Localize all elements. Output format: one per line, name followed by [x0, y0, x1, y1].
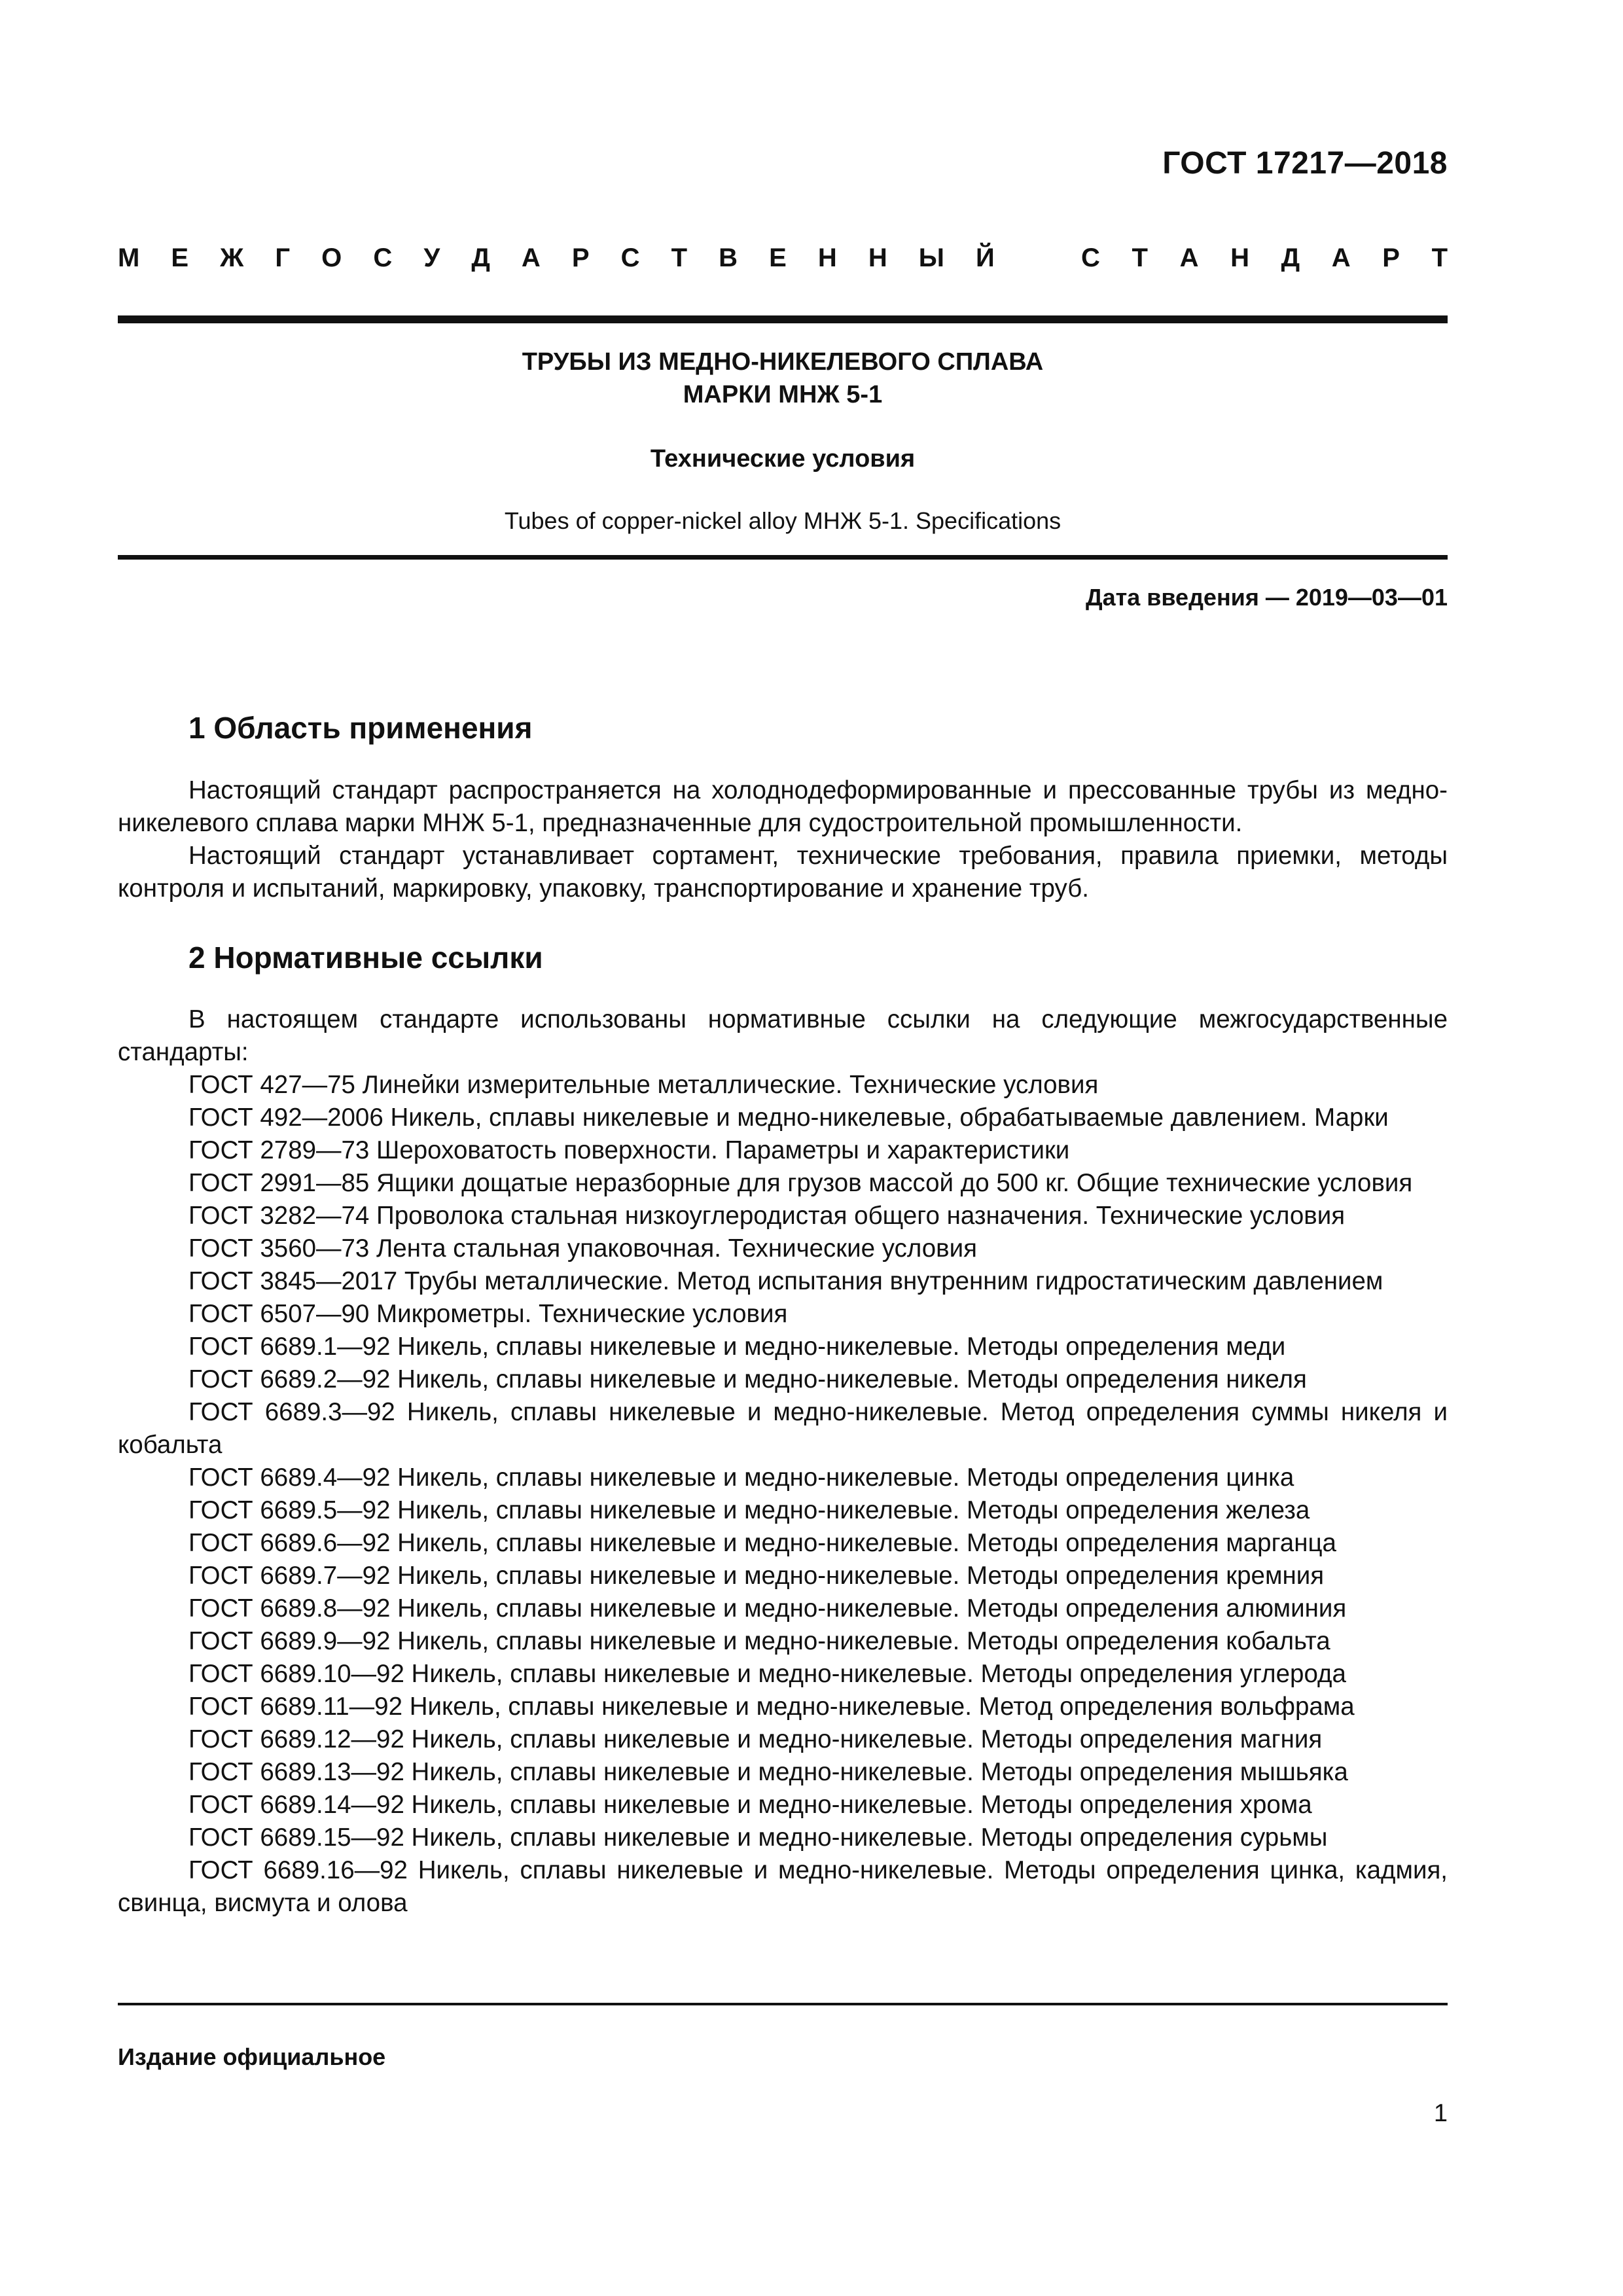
- banner-letter: Т: [671, 243, 688, 272]
- section-2-heading: 2 Нормативные ссылки: [188, 941, 543, 975]
- banner-letter: Й: [976, 243, 995, 272]
- banner-letter: У: [423, 243, 440, 272]
- reference-item: ГОСТ 6689.11—92 Никель, сплавы никелевые и медно-никелевые. Метод определения вольфрама: [188, 1693, 1355, 1721]
- section-1-heading: 1 Область применения: [188, 711, 533, 745]
- reference-item: ГОСТ 492—2006 Никель, сплавы никелевые и медно-никелевые, обрабатываемые давлением. Марки: [188, 1103, 1389, 1132]
- reference-item: ГОСТ 6689.9—92 Никель, сплавы никелевые и медно-никелевые. Методы определения кобальта: [188, 1627, 1330, 1655]
- reference-item: ГОСТ 427—75 Линейки измерительные металлические. Технические условия: [188, 1071, 1099, 1099]
- reference-item: ГОСТ 2991—85 Ящики дощатые неразборные для грузов массой до 500 кг. Общие технические условия: [188, 1169, 1413, 1197]
- reference-item: ГОСТ 6507—90 Микрометры. Технические условия: [188, 1300, 788, 1328]
- banner-letter: Г: [275, 243, 291, 272]
- reference-item: ГОСТ 6689.3—92 Никель, сплавы никелевые и медно-никелевые. Метод определения суммы никеля и кобальта: [118, 1398, 1448, 1459]
- banner-letter: Д: [1281, 243, 1300, 272]
- banner-letter: Н: [1230, 243, 1249, 272]
- reference-item: ГОСТ 3282—74 Проволока стальная низкоуглеродистая общего назначения. Технические условия: [188, 1202, 1346, 1230]
- paragraph: Настоящий стандарт распространяется на холоднодеформированные и прессованные трубы из медно-никелевого сплава марки МНЖ 5-1, предназначенные для судостроительной промышленности.: [118, 776, 1448, 837]
- interstate-word: [118, 243, 995, 273]
- banner-letter: А: [521, 243, 541, 272]
- reference-item: ГОСТ 6689.8—92 Никель, сплавы никелевые и медно-никелевые. Методы определения алюминия: [188, 1594, 1347, 1623]
- title-line: ТРУБЫ ИЗ МЕДНО-НИКЕЛЕВОГО СПЛАВА: [522, 348, 1044, 376]
- introduction-date: Дата введения — 2019—03—01: [1085, 584, 1448, 611]
- banner-letter: Р: [571, 243, 590, 272]
- reference-item: ГОСТ 3560—73 Лента стальная упаковочная. Технические условия: [188, 1234, 977, 1263]
- reference-item: ГОСТ 6689.4—92 Никель, сплавы никелевые и медно-никелевые. Методы определения цинка: [188, 1463, 1294, 1492]
- document-subtitle: Технические условия: [650, 445, 916, 473]
- banner-letter: Р: [1382, 243, 1400, 272]
- document-title: [118, 346, 1448, 411]
- header-rule: [118, 315, 1448, 323]
- section-1-body: [118, 774, 1448, 905]
- reference-item: ГОСТ 6689.15—92 Никель, сплавы никелевые и медно-никелевые. Методы определения сурьмы: [188, 1823, 1328, 1852]
- banner-letter: Т: [1132, 243, 1148, 272]
- page-number: 1: [1433, 2100, 1448, 2127]
- banner-letter: М: [118, 243, 140, 272]
- paragraph: В настоящем стандарте использованы нормативные ссылки на следующие межгосударственные стандарты:: [118, 1005, 1448, 1066]
- banner-letter: В: [719, 243, 738, 272]
- title-rule: [118, 555, 1448, 560]
- reference-item: ГОСТ 6689.12—92 Никель, сплавы никелевые и медно-никелевые. Методы определения магния: [188, 1725, 1323, 1753]
- banner-letter: С: [373, 243, 393, 272]
- banner-letter: Ж: [220, 243, 244, 272]
- english-title: Tubes of copper-nickel alloy МНЖ 5-1. Specifications: [504, 507, 1061, 534]
- standard-number: ГОСТ 17217—2018: [1162, 146, 1448, 181]
- banner-letter: Е: [171, 243, 189, 272]
- reference-item: ГОСТ 3845—2017 Трубы металлические. Метод испытания внутренним гидростатическим давлением: [188, 1267, 1383, 1295]
- reference-item: ГОСТ 6689.10—92 Никель, сплавы никелевые и медно-никелевые. Методы определения углерода: [188, 1660, 1346, 1688]
- reference-item: ГОСТ 6689.7—92 Никель, сплавы никелевые и медно-никелевые. Методы определения кремния: [188, 1562, 1325, 1590]
- reference-item: ГОСТ 6689.13—92 Никель, сплавы никелевые и медно-никелевые. Методы определения мышьяка: [188, 1758, 1348, 1786]
- banner-letter: А: [1331, 243, 1351, 272]
- reference-item: ГОСТ 6689.5—92 Никель, сплавы никелевые и медно-никелевые. Методы определения железа: [188, 1496, 1310, 1524]
- banner-letter: Н: [868, 243, 887, 272]
- reference-item: ГОСТ 6689.14—92 Никель, сплавы никелевые и медно-никелевые. Методы определения хрома: [188, 1791, 1312, 1819]
- banner-letter: Н: [817, 243, 837, 272]
- reference-item: ГОСТ 2789—73 Шероховатость поверхности. Параметры и характеристики: [188, 1136, 1070, 1164]
- edition-note: Издание официальное: [118, 2043, 386, 2070]
- banner-letter: С: [620, 243, 640, 272]
- footer-rule: [118, 2003, 1448, 2005]
- paragraph: Настоящий стандарт устанавливает сортамент, технические требования, правила приемки, методы контроля и испытаний, маркировку, упаковку, транспортирование и хранение труб.: [118, 842, 1448, 903]
- banner-letter: Д: [471, 243, 490, 272]
- reference-item: ГОСТ 6689.1—92 Никель, сплавы никелевые и медно-никелевые. Методы определения меди: [188, 1333, 1286, 1361]
- reference-item: ГОСТ 6689.6—92 Никель, сплавы никелевые и медно-никелевые. Методы определения марганца: [188, 1529, 1336, 1557]
- banner-letter: Е: [769, 243, 787, 272]
- standard-word: [1081, 243, 1448, 273]
- title-line: МАРКИ МНЖ 5-1: [683, 381, 883, 408]
- banner-letter: А: [1179, 243, 1199, 272]
- reference-item: ГОСТ 6689.2—92 Никель, сплавы никелевые и медно-никелевые. Методы определения никеля: [188, 1365, 1307, 1393]
- banner-letter: Т: [1431, 243, 1448, 272]
- banner-letter: О: [321, 243, 342, 272]
- section-2-body: [118, 1003, 1448, 1920]
- banner-letter: Ы: [918, 243, 944, 272]
- reference-item: ГОСТ 6689.16—92 Никель, сплавы никелевые и медно-никелевые. Методы определения цинка, кадмия, свинца, висмута и олова: [118, 1856, 1448, 1917]
- banner-letter: С: [1081, 243, 1100, 272]
- interstate-standard-banner: [118, 243, 1448, 273]
